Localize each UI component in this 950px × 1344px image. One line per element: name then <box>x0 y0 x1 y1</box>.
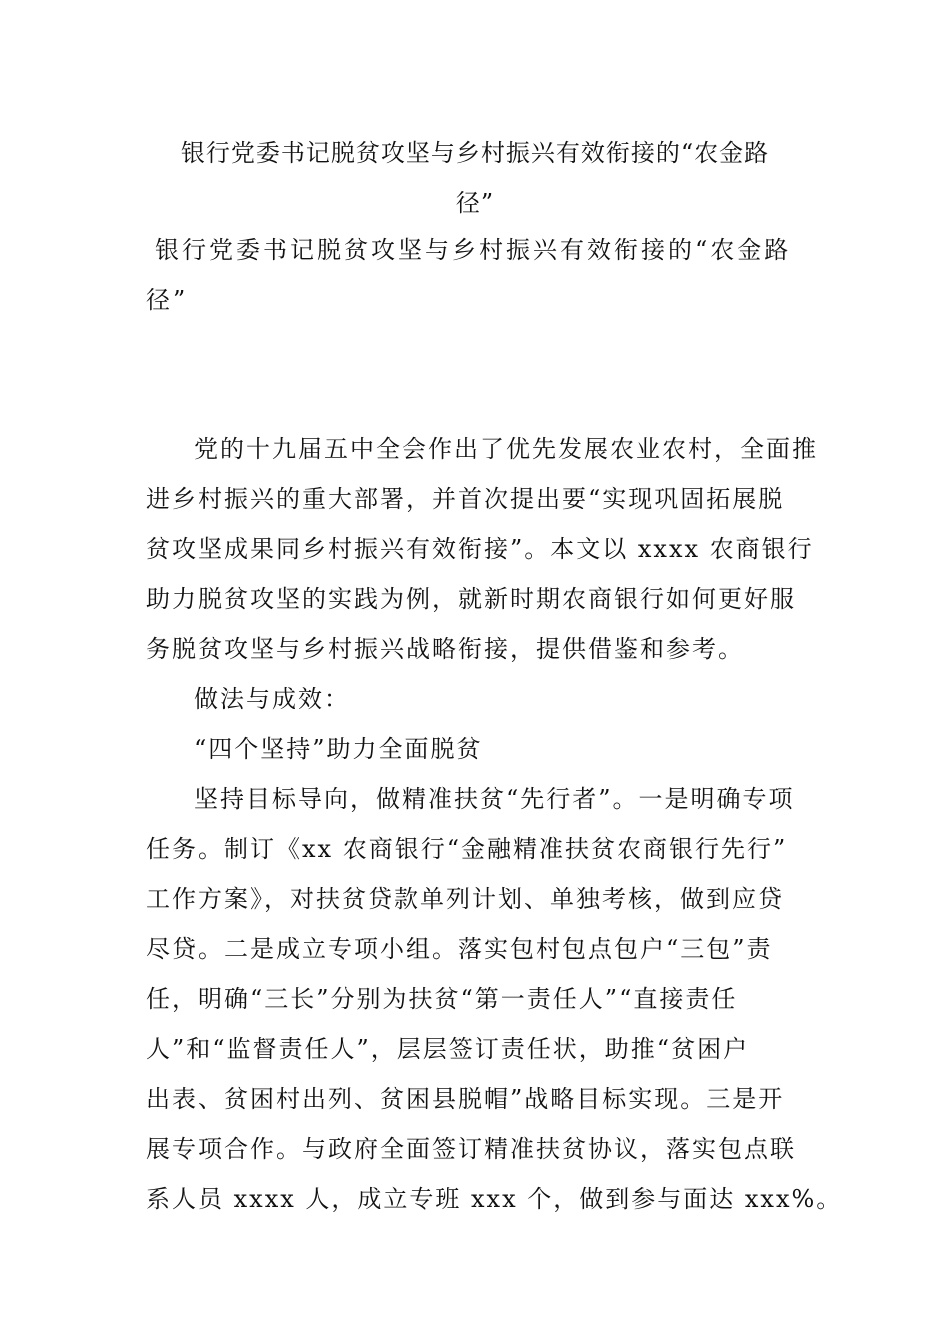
paragraph-line: 贫攻坚成果同乡村振兴有效衔接”。本文以 xxxx 农商银行 <box>146 535 814 563</box>
paragraph-line: 尽贷。二是成立专项小组。落实包村包点包户“三包”责 <box>146 935 773 963</box>
paragraph-line: 人”和“监督责任人”，层层签订责任状，助推“贫困户 <box>146 1035 750 1063</box>
paragraph-line: 工作方案》，对扶贫贷款单列计划、单独考核，做到应贷 <box>146 885 784 913</box>
paragraph-line: 助力脱贫攻坚的实践为例，就新时期农商银行如何更好服 <box>146 585 796 613</box>
title-centered-line-1: 银行党委书记脱贫攻坚与乡村振兴有效衔接的“农金路 <box>180 139 770 167</box>
paragraph-line: 进乡村振兴的重大部署，并首次提出要“实现巩固拓展脱 <box>146 485 785 513</box>
paragraph-line: 任务。制订《xx 农商银行“金融精准扶贫农商银行先行” <box>146 835 788 863</box>
title-centered-line-2: 径” <box>455 189 495 217</box>
paragraph-line: 出表、贫困村出列、贫困县脱帽”战略目标实现。三是开 <box>146 1085 785 1113</box>
paragraph-line: 展专项合作。与政府全面签订精准扶贫协议，落实包点联 <box>146 1135 796 1163</box>
section-heading: 做法与成效： <box>194 685 350 713</box>
paragraph-line: 坚持目标导向，做精准扶贫“先行者”。一是明确专项 <box>194 785 795 813</box>
subsection-heading: “四个坚持”助力全面脱贫 <box>194 735 483 763</box>
paragraph-line: 系人员 xxxx 人，成立专班 xxx 个，做到参与面达 xxx%。 <box>146 1185 843 1213</box>
paragraph-line: 党的十九届五中全会作出了优先发展农业农村，全面推 <box>194 435 818 463</box>
title-left-line-1: 银行党委书记脱贫攻坚与乡村振兴有效衔接的“农金路 <box>155 236 792 264</box>
title-left-line-2: 径” <box>146 286 189 314</box>
paragraph-line: 任，明确“三长”分别为扶贫“第一责任人”“直接责任 <box>146 985 738 1013</box>
paragraph-line: 务脱贫攻坚与乡村振兴战略衔接，提供借鉴和参考。 <box>146 635 744 663</box>
